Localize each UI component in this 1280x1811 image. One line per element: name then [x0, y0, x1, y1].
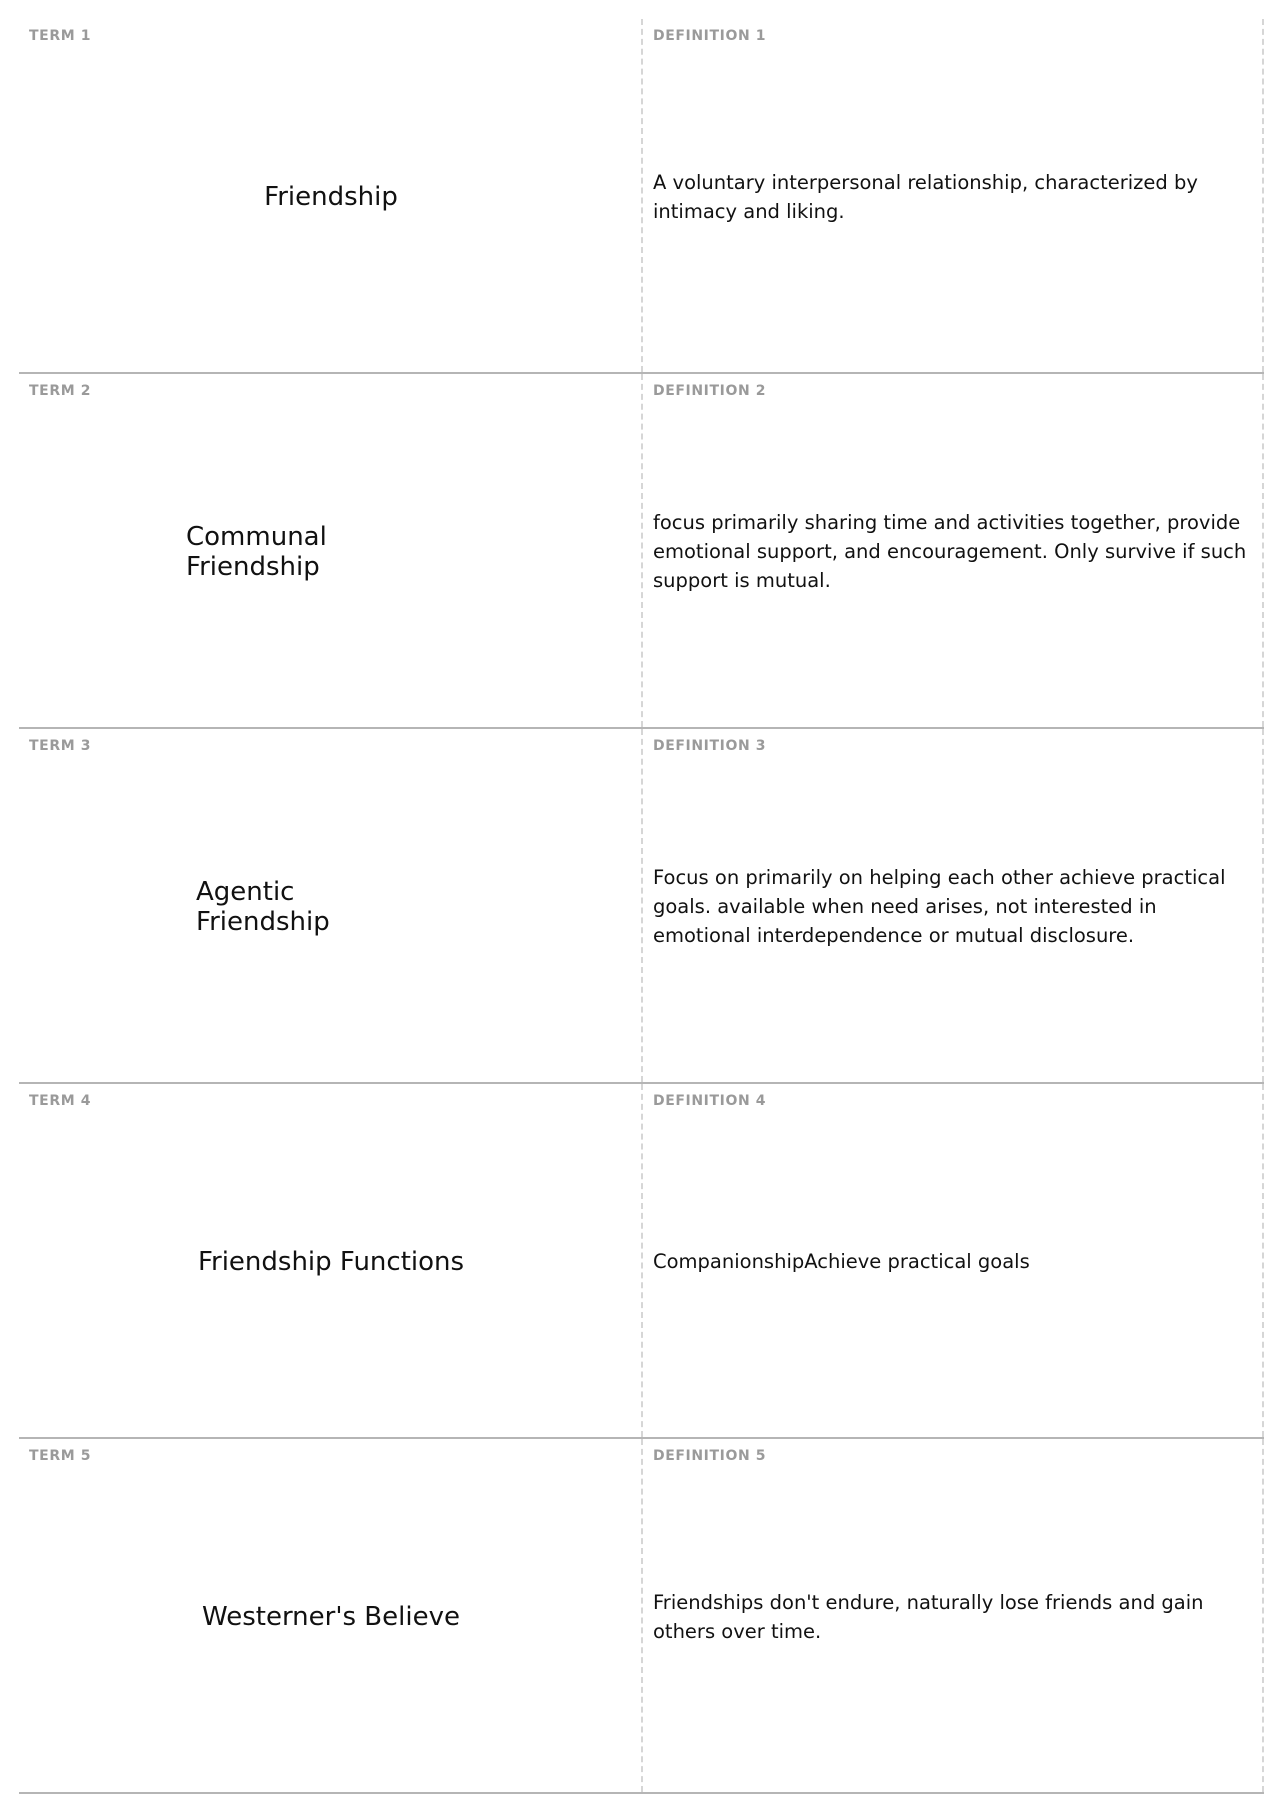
definition-label: DEFINITION 4	[653, 1093, 767, 1109]
term-text: Friendship	[264, 181, 398, 212]
definition-cell	[643, 1084, 1264, 1437]
definition-text-wrapper	[653, 1439, 1248, 1794]
term-label: TERM 3	[29, 738, 92, 754]
term-text: Westerner's Believe	[202, 1601, 460, 1632]
flashcard-row	[19, 1439, 1264, 1794]
flashcard-row	[19, 374, 1264, 729]
definition-cell	[643, 1439, 1264, 1792]
flashcard-sheet	[19, 19, 1264, 1794]
definition-cell	[643, 729, 1264, 1082]
flashcard-row	[19, 1084, 1264, 1439]
term-text-wrapper	[19, 19, 643, 374]
definition-text-wrapper	[653, 1084, 1248, 1439]
term-text-wrapper	[19, 729, 643, 1084]
term-cell	[19, 729, 643, 1082]
definition-label: DEFINITION 3	[653, 738, 767, 754]
term-cell	[19, 1439, 643, 1792]
flashcard-row	[19, 19, 1264, 374]
term-cell	[19, 19, 643, 372]
term-text: Friendship Functions	[197, 1246, 465, 1277]
term-text-wrapper	[19, 1439, 643, 1794]
term-text: Communal Friendship	[186, 521, 327, 582]
definition-label: DEFINITION 1	[653, 28, 767, 44]
definition-text: Friendships don't endure, naturally lose friends and gain others over time.	[653, 1590, 1204, 1643]
definition-text: focus primarily sharing time and activities together, provide emotional support, and encouragement. Only survive if such support is mutual.	[653, 511, 1247, 592]
definition-label: DEFINITION 5	[653, 1448, 767, 1464]
term-cell	[19, 1084, 643, 1437]
term-text: Agentic Friendship	[196, 876, 330, 937]
definition-text-wrapper	[653, 374, 1248, 729]
definition-text-wrapper	[653, 729, 1248, 1084]
definition-cell	[643, 374, 1264, 727]
term-text-wrapper	[19, 374, 643, 729]
definition-text: CompanionshipAchieve practical goals	[653, 1250, 1030, 1273]
definition-label: DEFINITION 2	[653, 383, 767, 399]
definition-text: Focus on primarily on helping each other achieve practical goals. available when need arises, not interested in emotional interdependence or mutual disclosure.	[653, 866, 1226, 947]
definition-cell	[643, 19, 1264, 372]
term-cell	[19, 374, 643, 727]
definition-text-wrapper	[653, 19, 1248, 374]
term-label: TERM 4	[29, 1093, 92, 1109]
term-label: TERM 2	[29, 383, 92, 399]
definition-text: A voluntary interpersonal relationship, characterized by intimacy and liking.	[653, 170, 1198, 223]
flashcard-row	[19, 729, 1264, 1084]
term-label: TERM 5	[29, 1448, 92, 1464]
term-label: TERM 1	[29, 28, 92, 44]
term-text-wrapper	[19, 1084, 643, 1439]
